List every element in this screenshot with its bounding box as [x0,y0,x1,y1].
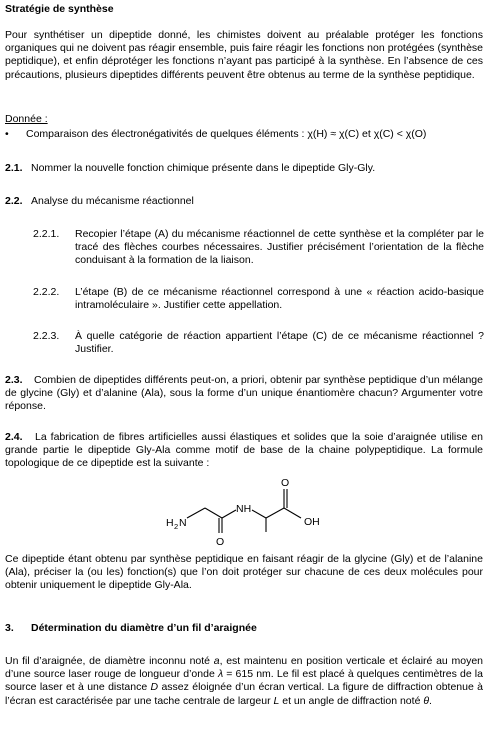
amine-h-label: H [166,517,174,529]
section-number: 3. [5,622,14,634]
follow-up-paragraph: Ce dipeptide étant obtenu par synthèse peptidique en faisant réagir de la glycine (Gly) et de l’alanine (Ala), préciser la (ou les) fonction(s) que l’on doit protéger sur chacune de ces deux molécules pour obtenir uniquement le dipeptide Gly-Ala. [5,553,483,592]
question-2-2-1 [33,228,484,268]
question-number: 2.1. [5,162,23,174]
acid-oxygen-label: O [281,477,290,489]
text-run: et un angle de diffraction noté [279,694,424,707]
spider-thread-paragraph [5,655,483,708]
hydroxyl-label: OH [304,516,320,528]
amine-n-label: N [179,517,187,529]
question-2-2-2 [33,286,484,312]
question-number: 2.3. [5,374,23,386]
question-number: 2.4. [5,431,23,443]
question-text: Combien de dipeptides différents peut-on, a priori, obtenir par synthèse peptidique d’un mélange de glycine (Gly) et d’alanine (Ala), sous la forme d’un unique énantiomère chacun? Argumenter votre réponse. [5,374,483,413]
bullet-text: Comparaison des électronégativités de quelques éléments : χ(H) ≈ χ(C) et χ(C) < χ(O) [26,128,427,140]
dipeptide-structure [150,474,350,550]
question-2-1 [5,162,483,175]
section-title: Détermination du diamètre d’un fil d’araignée [31,622,257,634]
section-3-heading [5,622,257,635]
question-number: 2.2.3. [33,330,60,342]
intro-paragraph: Pour synthétiser un dipeptide donné, les chimistes doivent au préalable protéger les fonctions organiques qui ne doivent pas réagir ensemble, puis faire réagir les fonctions non protégées (synthèse peptidique), et enfin déprotéger les fonctions n’ayant pas participé à la synthèse. En l’absence de ces précautions, plusieurs dipeptides différents peuvent être obtenus au terme de la synthèse peptidique. [5,29,483,81]
text-run: assez éloignée d’un écran vertical. La figure de diffraction obtenue à l’écran est caractérisée par une tache centrale de largeur [5,681,484,707]
text-run: = 615 nm. Le fil est placé à quelques centimètres de la source laser et à une distance [5,668,483,694]
question-2-2 [5,195,483,208]
question-2-2-3 [33,330,484,356]
section-heading: Stratégie de synthèse [5,3,114,15]
question-text: Nommer la nouvelle fonction chimique présente dans le dipeptide Gly-Gly. [31,162,376,174]
question-number: 2.2.1. [33,228,60,240]
distance-symbol: D [150,681,159,694]
amine-subscript-2: 2 [174,522,179,531]
question-text: Recopier l’étape (A) du mécanisme réactionnel de cette synthèse et la compléter par le tracé des flèches courbes nécessaires. Justifier précisément l’orientation de la flèche conduisant à la formation de la liaison. [75,228,484,267]
diameter-symbol: a [213,655,220,667]
carbonyl-oxygen-label: O [216,536,225,548]
text-run: . [429,694,432,707]
question-number: 2.2.2. [33,286,60,298]
question-text: La fabrication de fibres artificielles aussi élastiques et solides que la soie d’araignée utilise en grande partie le dipeptide Gly-Ala comme motif de base de la chaine polypeptidique. La formule topologique de ce dipeptide est la suivante : [5,431,483,470]
question-text: Analyse du mécanisme réactionnel [31,195,194,207]
question-2-3 [5,374,483,414]
amide-nh-label: NH [236,503,252,515]
text-run: Un fil d’araignée, de diamètre inconnu noté [5,655,214,667]
angle-symbol: θ [423,694,430,707]
wavelength-symbol: λ [217,668,224,681]
donnee-label: Donnée : [5,113,48,125]
question-2-4 [5,431,483,471]
question-text: L’étape (B) de ce mécanisme réactionnel correspond à une « réaction acido-basique intramoléculaire ». Justifier cette appellation. [75,286,484,312]
width-symbol: L [273,694,280,707]
text-run: , est maintenu en position verticale et éclairé au moyen d’une source laser rouge de longueur d’onde [5,655,483,681]
bullet-symbol: • [5,128,9,140]
question-number: 2.2. [5,195,23,207]
question-text: À quelle catégorie de réaction appartient l’étape (C) de ce mécanisme réactionnel ? Justifier. [75,330,484,356]
